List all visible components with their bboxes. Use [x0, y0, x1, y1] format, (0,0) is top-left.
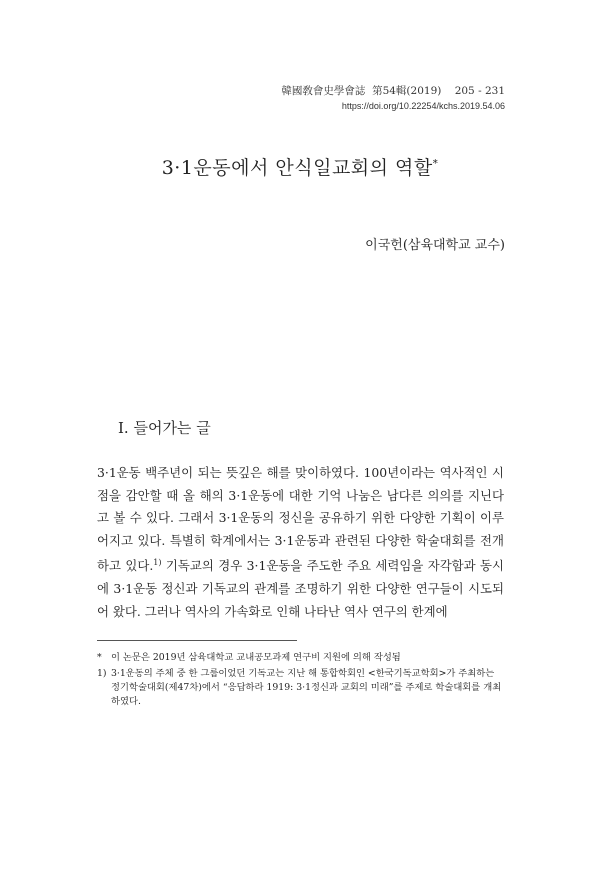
body-text-part1: 3·1운동 백주년이 되는 뜻깊은 해를 맞이하였다. 100년이라는 역사적인 시점을 감안할 때 올 해의 3·1운동에 대한 기억 나눔은 남다른 의의를 지닌다고 볼 수 있다. 그래서 3·1운동의 정신을 공유하기 위한 다양한 기획이 이루어지고 있다. 특별히 학계에서는 3·1운동과 관련된 다양한 학술대회를 전개하고 있다.	[97, 465, 504, 574]
footnote-item	[97, 651, 504, 665]
footnote-ref-1[interactable]: 1)	[153, 558, 162, 568]
paper-title	[0, 153, 600, 180]
footnotes	[97, 651, 504, 711]
body-text-part2: 기독교의 경우 3·1운동을 주도한 주요 세력임을 자각함과 동시에 3·1운동 정신과 기독교의 관계를 조명하기 위한 다양한 연구들이 시도되어 왔다. 그러나 역사의 가속화로 인해 나타난 역사 연구의 한계에	[97, 558, 504, 619]
section-heading: I. 들어가는 글	[118, 419, 211, 437]
title-footnote-mark: *	[432, 158, 439, 170]
footnote-item	[97, 667, 504, 709]
footnote-mark: 1)	[97, 668, 107, 679]
journal-citation: 韓國敎會史學會誌 第54輯(2019) 205 - 231	[281, 85, 505, 97]
body-paragraph	[97, 462, 504, 623]
footnote-text: 이 논문은 2019년 삼육대학교 교내공모과제 연구비 지원에 의해 작성됨	[111, 652, 401, 663]
footnote-text: 3·1운동의 주체 중 한 그룹이었던 기독교는 지난 해 통합학회인 <한국기독교학회>가 주최하는 정기학술대회(제47차)에서 “응답하라 1919: 3·1정신과 교회의 미래”를 주제로 학술대회를 개최하였다.	[111, 668, 502, 707]
author-line: 이국헌(삼육대학교 교수)	[365, 238, 505, 253]
paper-title-text: 3·1운동에서 안식일교회의 역할	[161, 157, 433, 179]
doi-link[interactable]: https://doi.org/10.22254/kchs.2019.54.06	[341, 101, 505, 111]
journal-header	[281, 84, 505, 114]
footnote-mark: *	[97, 652, 102, 663]
footnote-divider	[97, 640, 297, 641]
